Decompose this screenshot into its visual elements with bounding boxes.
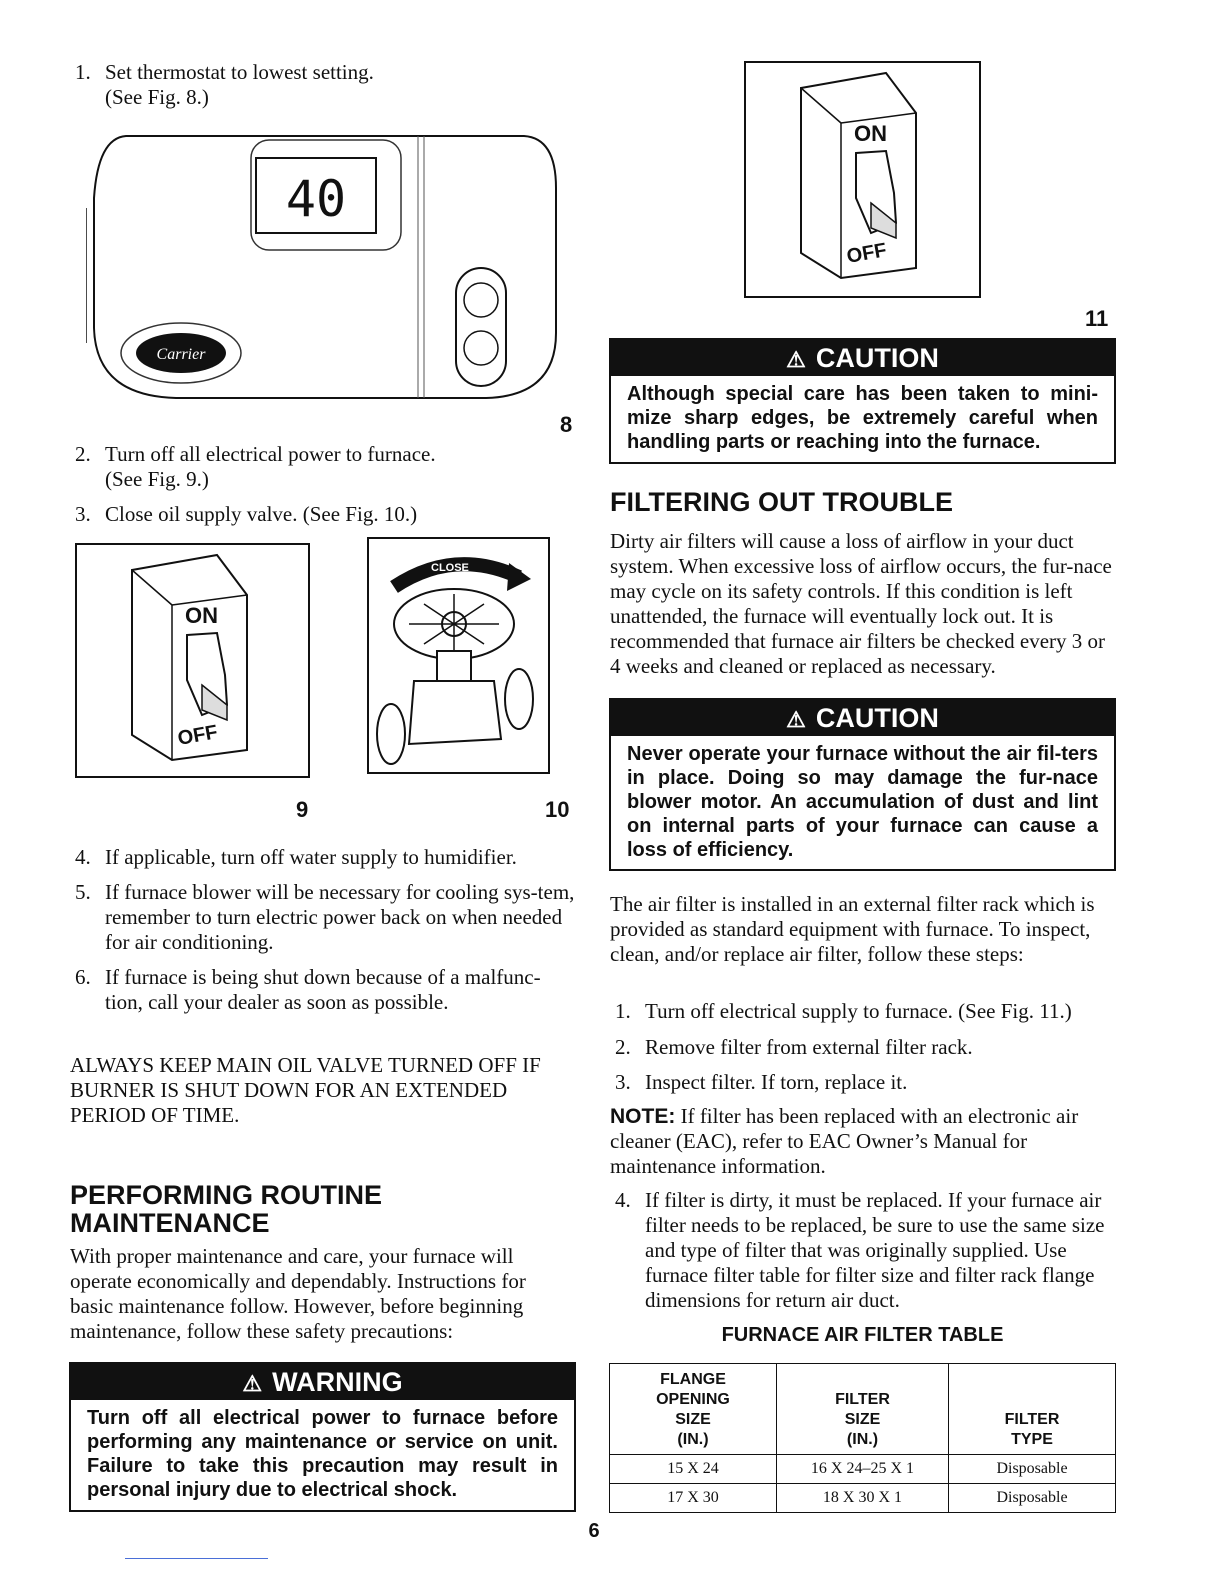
step-number: 4. (615, 1188, 631, 1212)
table-cell: 16 X 24–25 X 1 (776, 1455, 948, 1484)
maintenance-intro: With proper maintenance and care, your furnace will operate economically and dependably. Instructions for basic maintenance follow. However, before beginning maintenance, follow these safety precautions: (70, 1244, 526, 1343)
step-ref: (See Fig. 9.) (105, 467, 209, 491)
step-text: Turn off electrical supply to furnace. (See Fig. 11.) (645, 999, 1072, 1023)
step-number: 1. (615, 999, 631, 1023)
caution-text: Never operate your furnace without the air fil-ters in place. Doing so may damage the fur-nace blower motor. An accumulation of dust and lint on internal parts of your furnace can cause a loss of efficiency. (627, 743, 1098, 861)
caution-box-2 (609, 698, 1116, 871)
header-filter-size: FILTER SIZE (IN.) (776, 1364, 948, 1455)
step-5 (75, 880, 575, 960)
step-text: Turn off all electrical power to furnace. (105, 442, 436, 466)
warning-triangle-icon: ⚠ (786, 707, 806, 732)
carrier-logo: Carrier (156, 346, 206, 363)
step-number: 2. (615, 1035, 631, 1059)
performing-maintenance-heading: PERFORMING ROUTINE MAINTENANCE (70, 1180, 383, 1238)
caution-text: Although special care has been taken to mini-mize sharp edges, be extremely careful when handling parts or reaching into the furnace. (627, 383, 1098, 453)
thermostat-display: 40 (285, 170, 347, 228)
header-filter-type: FILTER TYPE (949, 1364, 1116, 1455)
table-row (610, 1484, 1116, 1513)
step-text: If furnace blower will be necessary for cooling sys-tem, remember to turn electric power back on when needed for air conditioning. (105, 880, 575, 954)
figure-8-label: 8 (560, 412, 573, 437)
step-number: 5. (75, 880, 91, 904)
figure-10-label: 10 (545, 797, 570, 822)
air-filter-paragraph: The air filter is installed in an external filter rack which is provided as standard equipment with furnace. To inspect, clean, and/or replace air filter, follow these steps: (610, 892, 1095, 966)
step-text: Close oil supply valve. (See Fig. 10.) (105, 502, 418, 526)
table-cell: 18 X 30 X 1 (776, 1484, 948, 1513)
switch-off-label: OFF (845, 239, 889, 268)
power-switch-figure-11 (746, 63, 979, 296)
step-number: 3. (615, 1070, 631, 1094)
figure-9-label: 9 (296, 797, 309, 822)
table-cell: Disposable (949, 1455, 1116, 1484)
step-text: Remove filter from external filter rack. (645, 1035, 973, 1059)
step-number: 6. (75, 965, 91, 989)
table-cell: Disposable (949, 1484, 1116, 1513)
step-number: 4. (75, 845, 91, 869)
figure-11-frame (744, 61, 981, 298)
warning-header (71, 1364, 574, 1400)
caution-header (611, 700, 1114, 736)
step-6 (75, 965, 575, 1020)
warning-triangle-icon: ⚠ (242, 1371, 263, 1396)
figure-11-label: 11 (1085, 306, 1109, 331)
step-text: If filter is dirty, it must be replaced. If your furnace air filter needs to be replaced, be sure to use the same size and type of filter that was originally supplied. Use furnace filter table for filter size and filter rack flange dimensions for return air duct. (645, 1188, 1105, 1312)
power-switch-figure (77, 545, 308, 776)
filter-table-title: FURNACE AIR FILTER TABLE (721, 1324, 1004, 1346)
step-text: Set thermostat to lowest setting. (105, 60, 374, 84)
thermostat-figure (86, 128, 561, 403)
note-text: If filter has been replaced with an electronic air cleaner (EAC), refer to EAC Owner’s Manual for maintenance information. (610, 1104, 1079, 1178)
always-keep-notice: ALWAYS KEEP MAIN OIL VALVE TURNED OFF IF BURNER IS SHUT DOWN FOR AN EXTENDED PERIOD OF TIME. (70, 1053, 541, 1127)
note-label: NOTE: (610, 1105, 676, 1128)
filtering-paragraph: Dirty air filters will cause a loss of airflow in your duct system. When excessive loss of airflow occurs, the fur-nace may cycle on its safety controls. If this condition is left unattended, the furnace will eventually lock out. It is recommended that furnace air filters be checked every 3 or 4 weeks and cleaned or replaced as necessary. (610, 529, 1112, 678)
warning-box (69, 1362, 576, 1512)
table-row (610, 1455, 1116, 1484)
warning-title: WARNING (272, 1367, 403, 1397)
switch-off-label: OFF (176, 721, 220, 750)
step-number: 2. (75, 442, 91, 466)
step-ref: (See Fig. 8.) (105, 85, 209, 109)
step-text: If furnace is being shut down because of a malfunc-tion, call your dealer as soon as possible. (105, 965, 541, 1014)
switch-on-label: ON (854, 121, 887, 146)
warning-text: Turn off all electrical power to furnace before performing any maintenance or service on unit. Failure to take this precaution may result in personal injury due to electrical shock. (87, 1407, 558, 1501)
step-text: If applicable, turn off water supply to humidifier. (105, 845, 517, 869)
caution-title: CAUTION (815, 343, 939, 373)
footer-rule (125, 1558, 268, 1559)
caution-title: CAUTION (815, 703, 939, 733)
table-cell: 15 X 24 (610, 1455, 777, 1484)
step-number: 3. (75, 502, 91, 526)
filter-table (609, 1363, 1116, 1513)
caution-header (611, 340, 1114, 376)
table-cell: 17 X 30 (610, 1484, 777, 1513)
note-block (610, 1104, 1115, 1179)
oil-valve-figure (369, 539, 548, 772)
figure-9-frame (75, 543, 310, 778)
header-flange-size: FLANGE OPENING SIZE (IN.) (610, 1364, 777, 1455)
step-number: 1. (75, 60, 91, 84)
filter-step-4 (615, 1188, 1115, 1318)
page-number: 6 (588, 1520, 600, 1542)
figure-10-frame (367, 537, 550, 774)
valve-close-label: CLOSE (431, 562, 469, 574)
step-text: Inspect filter. If torn, replace it. (645, 1070, 908, 1094)
warning-triangle-icon: ⚠ (786, 347, 806, 372)
caution-box-1 (609, 338, 1116, 464)
filtering-heading: FILTERING OUT TROUBLE (610, 487, 953, 517)
switch-on-label: ON (185, 603, 218, 628)
